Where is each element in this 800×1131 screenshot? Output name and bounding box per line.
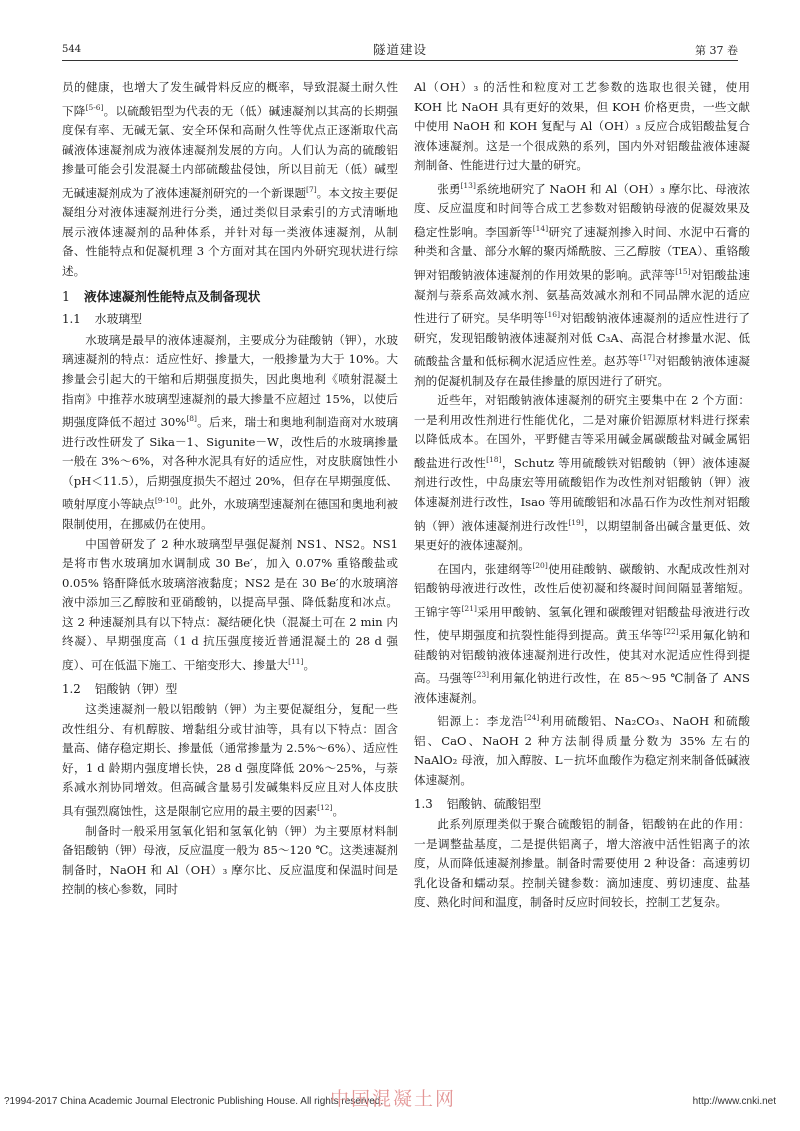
page-number: 544: [62, 44, 82, 55]
research-paragraph: 张勇[13]系统地研究了 NaOH 和 Al（OH）₃ 摩尔比、母液浓度、反应温度和时间等合成工艺参数对铝酸钠母液的促凝效果及稳定性影响。李国新等[14]研究了速凝剂掺入时间、水泥中石膏的种类和含量、部分水解的聚丙烯酰胺、三乙醇胺（TEA）、重铬酸钾对铝酸钠液体速凝剂的作用效果的影响。武萍等[15]对铝酸盐速凝剂与萘系高效减水剂、氨基高效减水剂和不同品牌水泥的适应性进行了研究。吴华明等[16]对铝酸钠液体速凝剂的适应性进行了研究，发现铝酸钠液体速凝剂对低 C₃A、高混合材掺量水泥、低硫酸盐含量和低标稠水泥适应性差。赵苏等[17]对铝酸钠液体速凝剂的促凝机制及存在最佳掺量的原因进行了研究。: [414, 180, 750, 388]
citation: [16]: [544, 310, 561, 320]
preparation-paragraph: 制备时一般采用氢氧化铝和氢氧化钠（钾）为主要原材料制备铝酸钠（钾）母液，反应温度一般为 85～120 ℃。这类速凝剂制备时，NaOH 和 Al（OH）₃ 摩尔比、反应温度和保温时间是控制的核心参数，同时: [62, 823, 398, 897]
cnki-url[interactable]: http://www.cnki.net: [692, 1096, 776, 1107]
aluminate-paragraph: 这类速凝剂一般以铝酸钠（钾）为主要促凝组分，复配一些改性组分、有机醇胺、增黏组分或甘油等，具有以下特点：固含量高、储存稳定期长、掺量低（通常掺量为 2.5%～6%）、适应性好，1 d 龄期内强度增长快，28 d 强度降低 20%～25%，与萘系减水剂协同增效。但高碱含量易引发碱集料反应且对人体皮肤具有强烈腐蚀性，这是限制它应用的最主要的因素[12]。: [62, 702, 398, 818]
citation: [13]: [460, 180, 476, 190]
citation: [18]: [486, 454, 502, 464]
page-header: [62, 40, 738, 58]
page-footer: [0, 1088, 800, 1112]
citation: [11]: [288, 657, 304, 667]
citation: [22]: [663, 627, 679, 637]
subsection-heading-1-3: 1.3 铝酸钠、硫酸铝型: [414, 796, 542, 811]
citation: [12]: [317, 803, 333, 813]
china-ns-paragraph: 中国曾研发了 2 种水玻璃型早强促凝剂 NS1、NS2。NS1 是将市售水玻璃加水调制成 30 Be′，加入 0.07% 重铬酸盐或 0.05% 铬酐降低水玻璃溶液黏度；NS2 是在 30 Be′的水玻璃溶液中添加三乙醇胺和亚硝酸钠，以提高早强、降低黏度和冰点。这 2 种速凝剂具有以下特点：凝结硬化快（混凝土可在 2 min 内终凝）、早期强度高（1 d 抗压强度接近普通混凝土的 28 d 强度）、可在低温下施工、干缩变形大、掺量大[11]。: [62, 536, 398, 672]
journal-title: 隧道建设: [372, 42, 427, 57]
modification-paragraph: 近些年，对铝酸钠液体速凝剂的研究主要集中在 2 个方面：一是利用改性剂进行性能优化，二是对廉价铝源原材料进行探索以降低成本。在国外，平野健吉等采用碱金属碳酸盐对碱金属铝酸盐进行改性[18]，Schutz 等用硫酸铁对铝酸钠（钾）液体速凝剂进行改性，中岛康宏等用硫酸铝作为改性剂对铝酸钠（钾）液体速凝剂进行改性，Isao 等用硫酸铝和冰晶石作为改性剂对铝酸钠（钾）液体速凝剂进行改性[19]，以期望制备出碱含量更低、效果更好的液体速凝剂。: [414, 393, 750, 553]
continuation-paragraph: Al（OH）₃ 的活性和粒度对工艺参数的选取也很关键，使用 KOH 比 NaOH 具有更好的效果，但 KOH 价格更贵，一些文献中使用 NaOH 和 KOH 复配与 Al（OH）₃ 反应合成铝酸盐复合液体速凝剂。这是一个很成熟的系列，国内外对铝酸盐液体速凝剂制备、性能进行过大量的研究。: [414, 80, 750, 173]
volume-label: 第 37 卷: [695, 44, 738, 57]
citation: [9-10]: [154, 496, 178, 506]
citation: [24]: [523, 713, 540, 723]
citation: [23]: [473, 670, 490, 680]
citation: [17]: [639, 353, 655, 363]
citation: [21]: [461, 603, 477, 613]
aluminum-source-paragraph: 铝源上：李龙浩[24]利用硫酸铝、Na₂CO₃、NaOH 和硫酸铝、CaO、NaOH 2 种方法制得质量分数为 35% 左右的 NaAlO₂ 母液，加入醇胺、L－抗坏血酸作为稳定剂来制备低碱液体速凝剂。: [414, 713, 750, 787]
watermark-text: 中国混凝土网: [330, 1088, 457, 1110]
citation: [7]: [306, 184, 317, 194]
copyright-notice: ?1994-2017 China Academic Journal Electronic Publishing House. All rights reserved.: [4, 1096, 384, 1107]
citation: [5-6]: [85, 102, 104, 112]
subsection-heading-1-2: 1.2 铝酸钠（钾）型: [62, 681, 178, 696]
citation: [19]: [568, 517, 584, 527]
section-heading-1: 1 液体速凝剂性能特点及制备现状: [62, 288, 261, 304]
aluminate-sulfate-paragraph: 此系列原理类似于聚合硫酸铝的制备，铝酸钠在此的作用：一是调整盐基度，二是提供铝离子，增大溶液中活性铝离子的浓度，从而降低速凝剂掺量。制备时需要使用 2 种设备：高速剪切乳化设备和蠕动泵。控制关键参数：滴加速度、剪切速度、盐基度、熟化时间和温度，制备时反应时间较长，控制工艺复杂。: [414, 817, 750, 910]
citation: [14]: [532, 224, 549, 234]
domestic-research-paragraph: 在国内，张建纲等[20]使用硅酸钠、碳酸钠、水配成改性剂对铝酸钠母液进行改性，改性后使初凝和终凝时间间隔显著缩短。王锦宇等[21]采用甲酸钠、氢氧化锂和碳酸锂对铝酸盐母液进行改性，使早期强度和抗裂性能得到提高。黄玉华等[22]采用氟化钠和硅酸钠对铝酸钠液体速凝剂进行改性，使其对水泥适应性得到提高。马强等[23]利用氟化钠进行改性，在 85～95 ℃制备了 ANS 液体速凝剂。: [414, 560, 750, 705]
intro-paragraph: 员的健康，也增大了发生碱骨料反应的概率，导致混凝土耐久性下降[5-6]。以硫酸铝型为代表的无（低）碱速凝剂以其高的长期强度保有率、无碱无氯、安全环保和高耐久性等优点正逐渐取代高碱液体速凝剂成为液体速凝剂发展的方向。人们认为高的硫酸铝掺量可能会引发混凝土内部硫酸盐侵蚀，所以目前无（低）碱型无碱速凝剂成为了液体速凝剂研究的一个新课题[7]。本文按主要促凝组分对液体速凝剂进行分类，通过类似目录索引的方式清晰地展示液体速凝剂的品种体系，并针对每一类液体速凝剂，从制备、性能特点和促凝机理 3 个方面对其在国内外研究现状进行综述。: [62, 80, 398, 279]
water-glass-paragraph: 水玻璃是最早的液体速凝剂，主要成分为硅酸钠（钾），水玻璃速凝剂的特点：适应性好、掺量大，一般掺量为大于 10%。大掺量会引起大的干缩和后期强度损失，因此奥地利《喷射混凝土指南》中推荐水玻璃型速凝剂的最大掺量不应超过 15%，以使后期强度降低不超过 30%[8]。后来，瑞士和奥地利制造商对水玻璃进行改性研发了 Sika－1、Sigunite－W，改性后的水玻璃掺量一般在 3%～6%，对各种水泥具有好的适应性，对皮肤腐蚀性小（pH＜11.5），后期强度损失不超过 20%，但存在早期强度低、喷射厚度小等缺点[9-10]。此外，水玻璃型速凝剂在德国和奥地利被限制使用，在挪威仍在使用。: [62, 332, 398, 531]
header-rule: [62, 60, 738, 61]
citation: [8]: [186, 414, 197, 424]
right-column: [414, 78, 750, 913]
subsection-heading-1-1: 1.1 水玻璃型: [62, 312, 142, 327]
left-column: [62, 78, 398, 900]
citation: [15]: [675, 267, 691, 277]
citation: [20]: [532, 560, 548, 570]
